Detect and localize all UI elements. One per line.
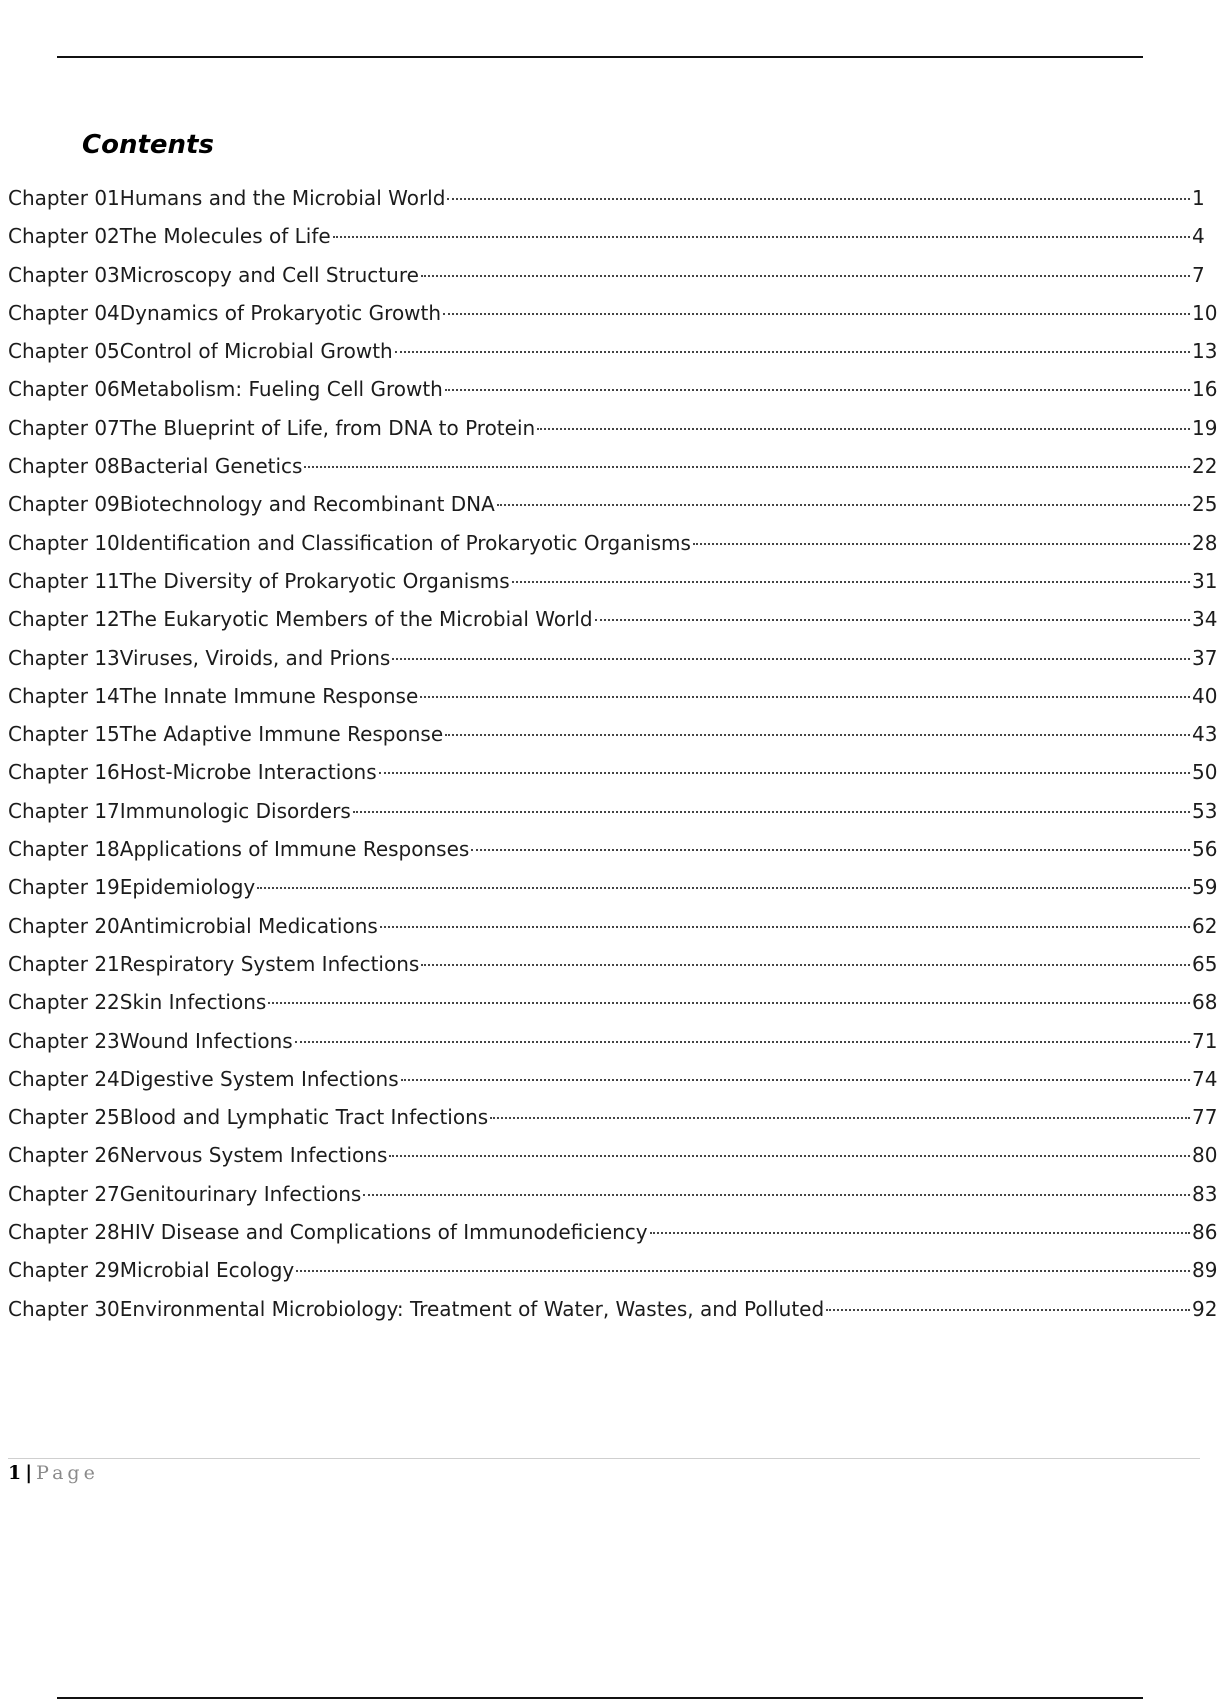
toc-chapter-number: Chapter 14 [8,683,120,708]
toc-dot-leader [421,275,1190,277]
toc-chapter-title: Identification and Classification of Prokaryotic Organisms [119,530,691,555]
toc-chapter-number: Chapter 02 [8,224,120,249]
toc-entry[interactable] [8,1143,1217,1181]
toc-chapter-title: Applications of Immune Responses [119,837,470,862]
toc-dot-leader [826,1309,1190,1311]
toc-chapter-number: Chapter 25 [8,1105,120,1130]
toc-entry[interactable] [8,1181,1217,1220]
toc-chapter-title: The Blueprint of Life, from DNA to Protein [119,415,536,440]
toc-entry[interactable] [8,760,1217,798]
toc-chapter-number: Chapter 30 [8,1296,120,1321]
toc-dot-leader [363,1194,1190,1196]
toc-chapter-number: Chapter 07 [8,415,120,440]
toc-chapter-number: Chapter 29 [8,1258,120,1283]
toc-chapter-title: Blood and Lymphatic Tract Infections [119,1105,489,1130]
toc-page-number: 62 [1192,913,1217,938]
toc-chapter-title: Respiratory System Infections [119,951,420,976]
toc-chapter-title: Biotechnology and Recombinant DNA [119,492,495,517]
toc-chapter-title: Nervous System Infections [119,1143,388,1168]
toc-page-number: 77 [1192,1105,1217,1130]
toc-chapter-title: Epidemiology [119,875,256,900]
toc-dot-leader [471,849,1190,851]
toc-chapter-number: Chapter 11 [8,568,120,593]
toc-dot-leader [445,734,1190,736]
toc-chapter-title: Microbial Ecology [119,1258,295,1283]
contents-heading: Contents [82,130,214,160]
toc-entry[interactable] [8,683,1217,722]
toc-dot-leader [268,1002,1190,1004]
toc-entry[interactable] [8,415,1217,454]
toc-chapter-number: Chapter 17 [8,798,120,823]
toc-page-number: 37 [1192,645,1217,670]
toc-dot-leader [401,1079,1190,1081]
toc-chapter-number: Chapter 18 [8,837,120,862]
toc-chapter-number: Chapter 04 [8,300,120,325]
toc-chapter-number: Chapter 12 [8,607,120,632]
toc-entry[interactable] [8,1296,1217,1335]
toc-dot-leader [395,351,1190,353]
toc-page-number: 4 [1192,224,1205,249]
header-rule [57,56,1143,58]
toc-dot-leader [512,581,1190,583]
toc-chapter-title: Control of Microbial Growth [119,339,393,364]
toc-chapter-title: Dynamics of Prokaryotic Growth [119,300,442,325]
toc-entry[interactable] [8,262,1205,301]
toc-dot-leader [257,887,1190,889]
toc-dot-leader [443,313,1190,315]
toc-dot-leader [445,389,1190,391]
toc-chapter-title: The Innate Immune Response [119,683,419,708]
toc-page-number: 28 [1192,530,1217,555]
toc-page-number: 92 [1192,1296,1217,1321]
toc-chapter-number: Chapter 27 [8,1181,120,1206]
toc-entry[interactable] [8,990,1217,1028]
toc-dot-leader [420,696,1190,698]
toc-page-number: 40 [1192,683,1217,708]
toc-chapter-number: Chapter 05 [8,339,120,364]
toc-chapter-title: Immunologic Disorders [119,798,351,823]
toc-chapter-number: Chapter 09 [8,492,120,517]
toc-chapter-number: Chapter 20 [8,913,120,938]
toc-dot-leader [353,811,1190,813]
toc-page-number: 74 [1192,1066,1217,1091]
toc-chapter-number: Chapter 22 [8,990,120,1015]
toc-page-number: 19 [1192,415,1217,440]
toc-entry[interactable] [8,1066,1217,1105]
toc-chapter-number: Chapter 13 [8,645,120,670]
toc-dot-leader [650,1232,1190,1234]
toc-chapter-title: Metabolism: Fueling Cell Growth [119,377,443,402]
toc-page-number: 71 [1192,1028,1217,1053]
toc-entry[interactable] [8,568,1217,607]
toc-chapter-number: Chapter 26 [8,1143,120,1168]
toc-entry[interactable] [8,1028,1217,1067]
toc-entry[interactable] [8,913,1217,952]
toc-dot-leader [497,504,1190,506]
toc-page-number: 80 [1192,1143,1217,1168]
toc-chapter-number: Chapter 08 [8,454,120,479]
toc-entry[interactable] [8,607,1217,645]
toc-chapter-title: The Molecules of Life [119,224,331,249]
toc-chapter-title: Skin Infections [119,990,267,1015]
toc-entry[interactable] [8,224,1205,262]
toc-entry[interactable] [8,300,1217,339]
toc-entry[interactable] [8,875,1217,913]
toc-dot-leader [447,198,1190,200]
toc-entry[interactable] [8,1105,1217,1143]
toc-entry[interactable] [8,1220,1217,1258]
toc-chapter-title: The Eukaryotic Members of the Microbial World [119,607,593,632]
toc-page-number: 25 [1192,492,1217,517]
toc-chapter-number: Chapter 19 [8,875,120,900]
toc-page-number: 7 [1192,262,1205,287]
toc-page-number: 22 [1192,454,1217,479]
toc-chapter-title: Genitourinary Infections [119,1181,362,1206]
page-footer [8,1462,99,1484]
toc-dot-leader [296,1270,1190,1272]
toc-chapter-number: Chapter 15 [8,722,120,747]
toc-dot-leader [389,1155,1190,1157]
toc-chapter-title: Bacterial Genetics [119,454,303,479]
toc-dot-leader [693,543,1190,545]
table-of-contents [8,186,1217,1335]
toc-entry[interactable] [8,377,1217,415]
footer-page-number: 1 [8,1462,22,1484]
toc-entry[interactable] [8,1258,1217,1296]
toc-chapter-number: Chapter 16 [8,760,120,785]
toc-chapter-title: Microscopy and Cell Structure [119,262,419,287]
toc-chapter-title: Digestive System Infections [119,1066,399,1091]
toc-page-number: 34 [1192,607,1217,632]
toc-page-number: 1 [1192,186,1205,210]
footer-page-label: Page [36,1462,99,1484]
toc-page-number: 86 [1192,1220,1217,1245]
toc-page-number: 13 [1192,339,1217,364]
toc-chapter-number: Chapter 23 [8,1028,120,1053]
toc-chapter-number: Chapter 06 [8,377,120,402]
toc-page-number: 68 [1192,990,1217,1015]
toc-page-number: 89 [1192,1258,1217,1283]
toc-chapter-title: Humans and the Microbial World [119,186,446,210]
toc-page-number: 43 [1192,722,1217,747]
toc-chapter-title: Environmental Microbiology: Treatment of Water, Wastes, and Polluted [119,1296,825,1321]
footer-separator: | [25,1462,33,1484]
toc-page-number: 83 [1192,1181,1217,1206]
toc-entry[interactable] [8,339,1217,377]
toc-chapter-title: Viruses, Viroids, and Prions [119,645,391,670]
toc-entry[interactable] [8,530,1217,569]
toc-chapter-title: Antimicrobial Medications [119,913,378,938]
toc-dot-leader [333,236,1190,238]
toc-entry[interactable] [8,951,1217,990]
toc-chapter-title: Host-Microbe Interactions [119,760,377,785]
toc-page-number: 59 [1192,875,1217,900]
toc-chapter-title: The Adaptive Immune Response [119,722,444,747]
toc-entry[interactable] [8,492,1217,530]
toc-chapter-number: Chapter 10 [8,530,120,555]
toc-page-number: 56 [1192,837,1217,862]
toc-entry[interactable] [8,798,1217,837]
footer-rule [8,1458,1200,1459]
toc-chapter-title: Wound Infections [119,1028,293,1053]
toc-dot-leader [379,772,1190,774]
toc-dot-leader [304,466,1190,468]
toc-entry[interactable] [8,837,1217,875]
toc-entry[interactable] [8,454,1217,492]
toc-chapter-number: Chapter 21 [8,951,120,976]
toc-chapter-number: Chapter 24 [8,1066,120,1091]
toc-page-number: 31 [1192,568,1217,593]
toc-page-number: 16 [1192,377,1217,402]
toc-chapter-number: Chapter 01 [8,186,120,210]
toc-entry[interactable] [8,722,1217,760]
toc-page-number: 50 [1192,760,1217,785]
toc-page-number: 65 [1192,951,1217,976]
toc-dot-leader [490,1117,1190,1119]
toc-dot-leader [421,964,1190,966]
toc-dot-leader [380,926,1190,928]
toc-entry[interactable] [8,645,1217,684]
toc-page-number: 10 [1192,300,1217,325]
toc-page-number: 53 [1192,798,1217,823]
toc-dot-leader [295,1041,1190,1043]
toc-dot-leader [392,658,1190,660]
toc-chapter-number: Chapter 03 [8,262,120,287]
toc-dot-leader [537,428,1190,430]
toc-entry[interactable] [8,186,1205,224]
toc-chapter-number: Chapter 28 [8,1220,120,1245]
toc-dot-leader [595,619,1190,621]
bottom-rule [57,1697,1143,1699]
toc-chapter-title: The Diversity of Prokaryotic Organisms [119,568,510,593]
toc-chapter-title: HIV Disease and Complications of Immunodeficiency [119,1220,648,1245]
